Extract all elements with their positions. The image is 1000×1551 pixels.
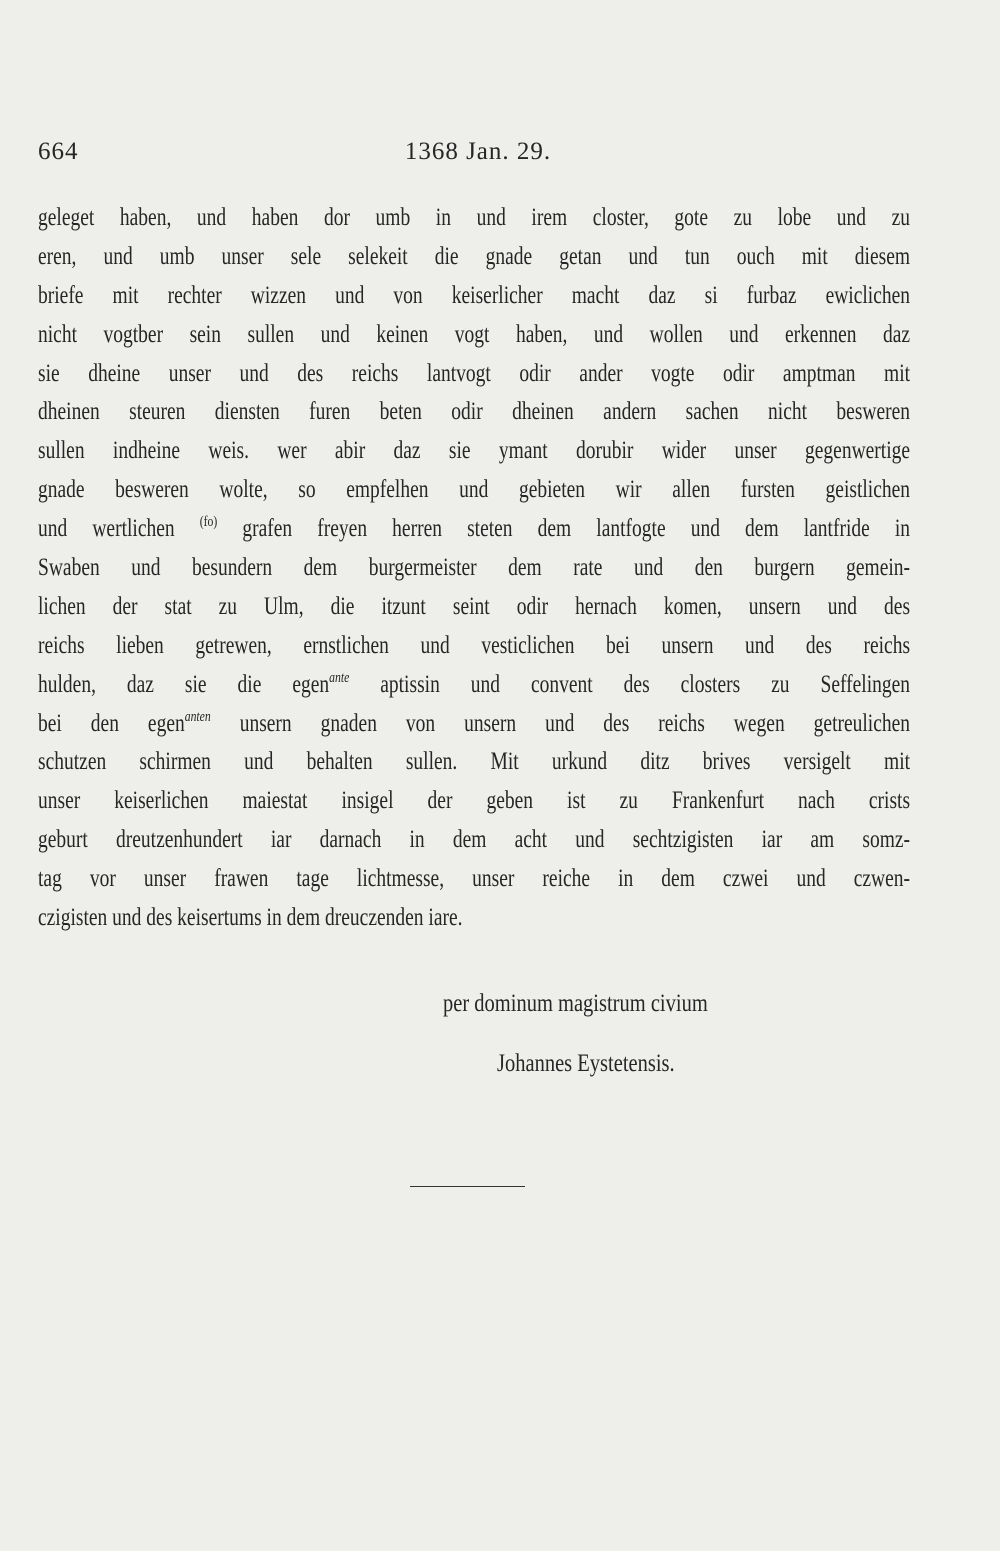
text-segment: aptissin und convent des closters zu Seffelingen <box>349 670 911 698</box>
document-body <box>38 199 910 938</box>
text-segment: eren, und umb unser sele selekeit die gnade getan und tun ouch mit diesem <box>38 242 911 270</box>
text-line <box>38 393 910 432</box>
text-segment: tag vor unser frawen tage lichtmesse, unser reiche in dem czwei und czwen- <box>38 865 911 893</box>
text-line <box>38 471 910 510</box>
superscript-note: ante <box>329 669 350 686</box>
text-line <box>38 821 910 860</box>
text-segment: briefe mit rechter wizzen und von keiserlicher macht daz si furbaz ewiclichen <box>38 281 911 309</box>
text-line <box>38 782 910 821</box>
text-line <box>38 199 910 238</box>
text-line <box>38 899 910 938</box>
text-segment: unser keiserlichen maiestat insigel der geben ist zu Frankenfurt nach crists <box>38 787 911 815</box>
text-line <box>38 743 910 782</box>
text-line <box>38 627 910 666</box>
text-segment: lichen der stat zu Ulm, die itzunt seint odir hernach komen, unsern und des <box>38 592 911 620</box>
text-segment: gnade besweren wolte, so empfelhen und gebieten wir allen fursten geistlichen <box>38 476 911 504</box>
text-segment: czigisten und des keisertums in dem dreuczenden iare. <box>38 904 463 932</box>
text-line <box>38 588 910 627</box>
text-segment: Swaben und besundern dem burgermeister dem rate und den burgern gemein- <box>38 554 911 582</box>
text-segment: sie dheine unser und des reichs lantvogt odir ander vogte odir amptman mit <box>38 359 911 387</box>
text-segment: und wertlichen <box>38 515 200 543</box>
text-line <box>38 238 910 277</box>
text-segment: sullen indheine weis. wer abir daz sie ymant dorubir wider unser gegenwertige <box>38 437 911 465</box>
page-number: 664 <box>38 138 79 165</box>
text-line <box>38 432 910 471</box>
superscript-note: (fo) <box>199 514 218 531</box>
text-segment: geleget haben, und haben dor umb in und irem closter, gote zu lobe und zu <box>38 204 911 231</box>
text-segment: nicht vogtber sein sullen und keinen vogt haben, und wollen und erkennen daz <box>38 320 911 348</box>
text-segment: dheinen steuren diensten furen beten odir dheinen andern sachen nicht besweren <box>38 398 911 426</box>
running-title: 1368 Jan. 29. <box>404 138 552 165</box>
text-segment: bei den egen <box>38 709 185 737</box>
text-segment: unsern gnaden von unsern und des reichs wegen getreulichen <box>210 709 911 737</box>
text-segment: schutzen schirmen und behalten sullen. Mit urkund ditz brives versigelt mit <box>38 748 911 776</box>
text-segment: hulden, daz sie die egen <box>38 670 330 698</box>
text-segment: reichs lieben getrewen, ernstlichen und vesticlichen bei unsern und des reichs <box>38 631 911 659</box>
signature-line-1: per dominum magistrum civium <box>443 990 708 1017</box>
signature-line-2: Johannes Eystetensis. <box>497 1050 675 1077</box>
section-divider <box>410 1186 525 1187</box>
text-line <box>38 316 910 355</box>
text-line <box>38 277 910 316</box>
text-line <box>38 705 910 744</box>
text-line <box>38 666 910 705</box>
text-segment: grafen freyen herren steten dem lantfogte und dem lantfride in <box>217 515 911 543</box>
superscript-note: anten <box>184 708 211 725</box>
text-line <box>38 549 910 588</box>
text-line <box>38 510 910 549</box>
text-line <box>38 355 910 394</box>
text-segment: geburt dreutzenhundert iar darnach in dem acht und sechtzigisten iar am somz- <box>38 826 911 854</box>
text-line <box>38 860 910 899</box>
